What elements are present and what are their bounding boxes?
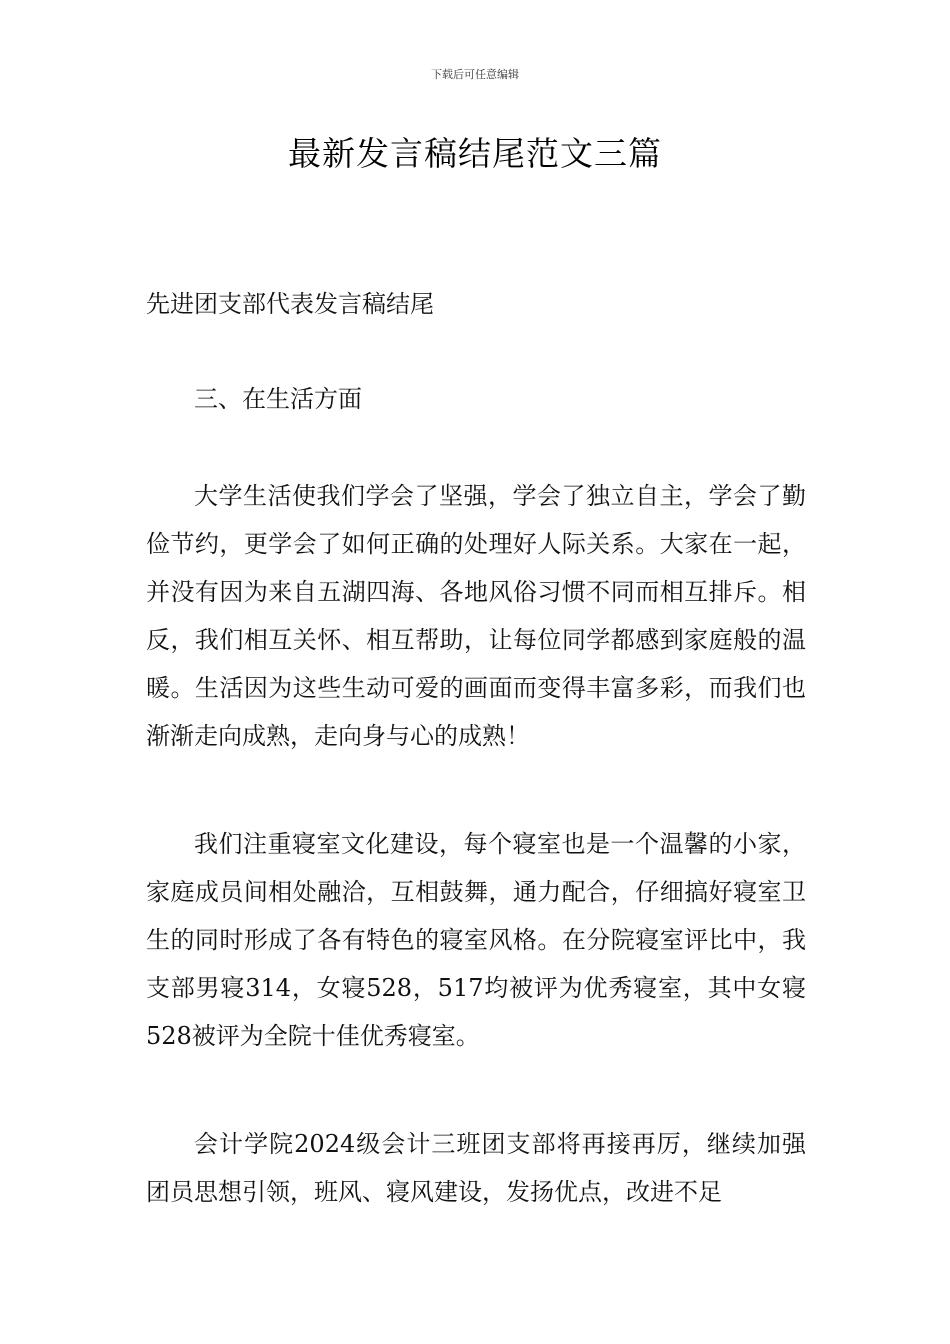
paragraph: 会计学院2024级会计三班团支部将再接再厉，继续加强团员思想引领，班风、寝风建设，发扬优点，改进不足 bbox=[146, 1130, 806, 1206]
paragraph: 大学生活使我们学会了坚强，学会了独立自主，学会了勤俭节约，更学会了如何正确的处理好人际关系。大家在一起，并没有因为来自五湖四海、各地风俗习惯不同而相互排斥。相反，我们相互关怀、相互帮助，让每位同学都感到家庭般的温暖。生活因为这些生动可爱的画面而变得丰富多彩，而我们也渐渐走向成熟，走向身与心的成熟！ bbox=[146, 482, 806, 750]
section-heading: 先进团支部代表发言稿结尾 bbox=[146, 290, 434, 318]
document-title: 最新发言稿结尾范文三篇 bbox=[288, 134, 662, 173]
header-note: 下载后可任意编辑 bbox=[431, 68, 519, 81]
sub-heading: 三、在生活方面 bbox=[194, 385, 362, 413]
paragraph: 我们注重寝室文化建设，每个寝室也是一个温馨的小家，家庭成员间相处融洽，互相鼓舞，通力配合，仔细搞好寝室卫生的同时形成了各有特色的寝室风格。在分院寝室评比中，我支部男寝314，女寝528，517均被评为优秀寝室，其中女寝528被评为全院十佳优秀寝室。 bbox=[146, 830, 806, 1050]
